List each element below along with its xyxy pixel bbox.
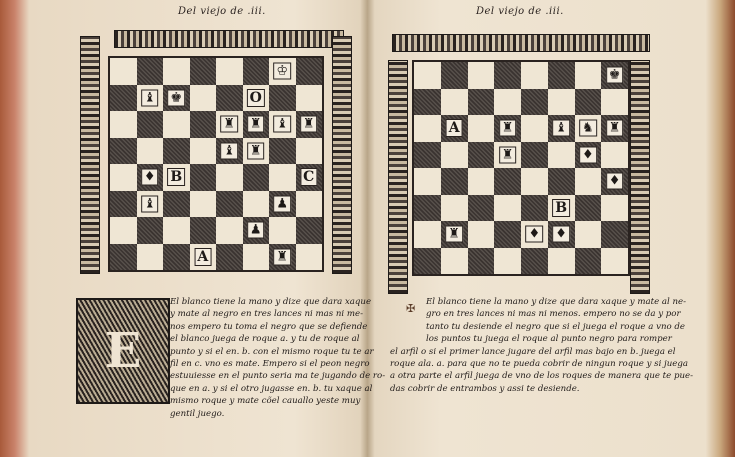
left-side-ornament-left bbox=[80, 36, 100, 274]
text-line: tanto tu desiende el negro que si el juega el roque a vno de bbox=[426, 321, 685, 332]
board-square bbox=[216, 138, 243, 165]
right-page-header: Del viejo de .iii. bbox=[476, 6, 564, 17]
right-chessboard bbox=[412, 60, 630, 276]
text-line: nos empero tu toma el negro que se defiende bbox=[170, 321, 368, 332]
chess-piece: ♝ bbox=[141, 89, 159, 106]
board-square bbox=[468, 115, 495, 142]
board-square bbox=[521, 168, 548, 195]
board-square bbox=[243, 58, 270, 85]
chess-piece: ♜ bbox=[606, 120, 624, 137]
board-square bbox=[137, 164, 164, 191]
board-square bbox=[414, 115, 441, 142]
left-page bbox=[18, 0, 386, 457]
board-square bbox=[548, 168, 575, 195]
chess-piece: ♦ bbox=[141, 169, 159, 186]
board-square bbox=[548, 142, 575, 169]
board-square bbox=[441, 142, 468, 169]
board-square bbox=[137, 111, 164, 138]
board-square bbox=[163, 58, 190, 85]
board-square bbox=[468, 89, 495, 116]
board-square bbox=[296, 85, 323, 112]
chess-piece: ♦ bbox=[526, 226, 544, 243]
chess-piece: ♚ bbox=[606, 67, 624, 84]
board-square bbox=[269, 191, 296, 218]
board-square bbox=[110, 191, 137, 218]
chess-piece: C bbox=[300, 168, 317, 186]
board-square bbox=[190, 191, 217, 218]
board-square bbox=[601, 195, 628, 222]
board-square bbox=[494, 248, 521, 275]
board-square bbox=[269, 164, 296, 191]
board-square bbox=[296, 58, 323, 85]
board-square bbox=[110, 58, 137, 85]
board-square bbox=[601, 142, 628, 169]
board-square bbox=[575, 221, 602, 248]
board-square bbox=[441, 195, 468, 222]
board-square bbox=[216, 217, 243, 244]
board-square bbox=[575, 142, 602, 169]
chess-piece: O bbox=[247, 89, 265, 107]
text-line: gentil juego. bbox=[170, 408, 225, 419]
text-line: mismo roque y mate cõel cauallo yeste muy bbox=[170, 396, 361, 407]
board-square bbox=[110, 85, 137, 112]
board-square bbox=[468, 142, 495, 169]
board-square bbox=[163, 244, 190, 271]
board-square bbox=[216, 191, 243, 218]
board-square bbox=[243, 85, 270, 112]
chess-piece: ♜ bbox=[247, 116, 265, 133]
board-square bbox=[414, 89, 441, 116]
text-line: estuuiesse en el punto seria ma te jugando de ro- bbox=[170, 371, 386, 382]
board-square bbox=[575, 168, 602, 195]
board-square bbox=[414, 221, 441, 248]
chess-piece: ♜ bbox=[273, 248, 291, 265]
text-line: das cobrir de entrambos y assi te desiende. bbox=[390, 383, 580, 394]
text-line: punto y si el en. b. con el mismo roque tu te ar bbox=[170, 346, 374, 357]
board-square bbox=[521, 115, 548, 142]
board-square bbox=[137, 244, 164, 271]
board-square bbox=[163, 138, 190, 165]
text-line: roque ala. a. para que no te pueda cobrir de ningun roque y si juega bbox=[390, 359, 688, 370]
board-square bbox=[601, 221, 628, 248]
board-square bbox=[216, 244, 243, 271]
board-square bbox=[494, 62, 521, 89]
board-square bbox=[441, 168, 468, 195]
board-square bbox=[110, 244, 137, 271]
board-square bbox=[521, 142, 548, 169]
board-square bbox=[548, 221, 575, 248]
right-side-ornament-left bbox=[388, 60, 408, 294]
text-line: gro en tres lances ni mas ni menos. empero no se da y por bbox=[426, 309, 681, 320]
board-square bbox=[243, 164, 270, 191]
pilcrow-mark: ✠ bbox=[406, 302, 416, 315]
chess-piece: ♔ bbox=[273, 63, 291, 80]
board-square bbox=[243, 217, 270, 244]
text-line: el blanco juega de roque a. y tu de roque al bbox=[170, 334, 360, 345]
board-square bbox=[163, 111, 190, 138]
board-square bbox=[548, 195, 575, 222]
board-square bbox=[414, 142, 441, 169]
text-line: El blanco tiene la mano y dize que dara xaque bbox=[170, 297, 372, 307]
board-square bbox=[296, 164, 323, 191]
left-side-ornament-right bbox=[332, 36, 352, 274]
right-page bbox=[372, 0, 717, 457]
board-square bbox=[494, 195, 521, 222]
chess-piece: ♚ bbox=[167, 89, 185, 106]
text-line: a otra parte el arfil juega de vno de los roques de manera que te pue- bbox=[390, 371, 693, 382]
board-square bbox=[521, 221, 548, 248]
board-square bbox=[243, 138, 270, 165]
decorated-initial-e: E bbox=[76, 298, 170, 404]
board-square bbox=[441, 115, 468, 142]
board-square bbox=[163, 85, 190, 112]
board-square bbox=[190, 138, 217, 165]
board-square bbox=[575, 62, 602, 89]
board-square bbox=[494, 142, 521, 169]
board-square bbox=[441, 221, 468, 248]
board-square bbox=[137, 138, 164, 165]
board-square bbox=[137, 191, 164, 218]
board-square bbox=[269, 85, 296, 112]
board-square bbox=[243, 191, 270, 218]
board-square bbox=[414, 62, 441, 89]
board-square bbox=[494, 168, 521, 195]
chess-piece: B bbox=[167, 168, 185, 186]
left-page-header: Del viejo de .iii. bbox=[178, 6, 266, 17]
chess-piece: A bbox=[446, 119, 463, 137]
board-square bbox=[110, 111, 137, 138]
board-square bbox=[190, 85, 217, 112]
board-square bbox=[296, 217, 323, 244]
board-square bbox=[601, 62, 628, 89]
board-square bbox=[269, 138, 296, 165]
board-square bbox=[548, 248, 575, 275]
board-square bbox=[468, 168, 495, 195]
board-square bbox=[110, 164, 137, 191]
chess-piece: ♜ bbox=[499, 120, 517, 137]
chess-piece: ♦ bbox=[606, 173, 624, 190]
board-square bbox=[548, 115, 575, 142]
board-square bbox=[575, 248, 602, 275]
chess-piece: ♜ bbox=[300, 116, 318, 133]
board-square bbox=[269, 217, 296, 244]
board-square bbox=[163, 217, 190, 244]
board-square bbox=[163, 191, 190, 218]
chess-piece: ♜ bbox=[247, 142, 265, 159]
board-square bbox=[296, 191, 323, 218]
chess-piece: ♝ bbox=[552, 120, 570, 137]
text-line: el arfil o si el primer lance jugare del arfil mas bajo en b. juega el bbox=[390, 346, 676, 357]
text-line: fil en c. vno es mate. Empero si el peon negro bbox=[170, 359, 370, 370]
board-square bbox=[296, 111, 323, 138]
board-square bbox=[216, 111, 243, 138]
board-square bbox=[190, 164, 217, 191]
right-top-ornament bbox=[392, 34, 650, 52]
board-square bbox=[548, 89, 575, 116]
board-square bbox=[216, 85, 243, 112]
board-square bbox=[468, 221, 495, 248]
board-square bbox=[163, 164, 190, 191]
text-line: y mate al negro en tres lances ni mas ni me- bbox=[170, 309, 364, 320]
board-square bbox=[468, 248, 495, 275]
board-square bbox=[494, 115, 521, 142]
board-square bbox=[216, 164, 243, 191]
board-square bbox=[110, 138, 137, 165]
board-square bbox=[137, 85, 164, 112]
chess-piece: ♜ bbox=[499, 146, 517, 163]
chess-piece: ♝ bbox=[220, 142, 238, 159]
board-square bbox=[414, 195, 441, 222]
text-line: El blanco tiene la mano y dize que dara xaque y mate al ne- bbox=[426, 297, 687, 307]
right-side-ornament-right bbox=[630, 60, 650, 294]
chess-piece: ♦ bbox=[579, 146, 597, 163]
board-square bbox=[575, 115, 602, 142]
board-square bbox=[269, 58, 296, 85]
chess-piece: A bbox=[194, 248, 211, 266]
board-square bbox=[137, 58, 164, 85]
chess-piece: ♟ bbox=[273, 195, 291, 212]
chess-piece: ♟ bbox=[247, 222, 265, 239]
board-square bbox=[137, 217, 164, 244]
board-square bbox=[601, 89, 628, 116]
chess-piece: ♜ bbox=[445, 226, 463, 243]
board-square bbox=[296, 138, 323, 165]
chess-piece: ♝ bbox=[273, 116, 291, 133]
board-square bbox=[548, 62, 575, 89]
board-square bbox=[521, 195, 548, 222]
text-line: los puntos tu juega el roque al punto negro para romper bbox=[426, 334, 672, 345]
board-square bbox=[575, 195, 602, 222]
board-square bbox=[601, 115, 628, 142]
board-square bbox=[243, 244, 270, 271]
board-square bbox=[468, 62, 495, 89]
board-square bbox=[441, 89, 468, 116]
left-page-text bbox=[170, 296, 385, 420]
board-square bbox=[494, 89, 521, 116]
board-square bbox=[216, 58, 243, 85]
board-square bbox=[414, 248, 441, 275]
board-square bbox=[190, 217, 217, 244]
chess-piece: ♝ bbox=[141, 195, 159, 212]
right-page-text bbox=[390, 296, 693, 395]
text-line: que en a. y si el otro jugasse en. b. tu xaque al bbox=[170, 383, 373, 394]
board-square bbox=[601, 248, 628, 275]
board-square bbox=[575, 89, 602, 116]
board-square bbox=[521, 89, 548, 116]
board-square bbox=[190, 111, 217, 138]
board-square bbox=[269, 244, 296, 271]
board-square bbox=[601, 168, 628, 195]
chess-piece: ♦ bbox=[552, 226, 570, 243]
board-square bbox=[441, 248, 468, 275]
chess-piece: ♜ bbox=[220, 116, 238, 133]
board-square bbox=[296, 244, 323, 271]
left-top-ornament bbox=[114, 30, 344, 48]
chess-piece: ♞ bbox=[579, 120, 597, 137]
board-square bbox=[190, 58, 217, 85]
left-chessboard bbox=[108, 56, 324, 272]
board-square bbox=[243, 111, 270, 138]
board-square bbox=[414, 168, 441, 195]
board-square bbox=[521, 248, 548, 275]
chess-piece: B bbox=[552, 199, 570, 217]
board-square bbox=[494, 221, 521, 248]
board-square bbox=[190, 244, 217, 271]
board-square bbox=[521, 62, 548, 89]
board-square bbox=[110, 217, 137, 244]
board-square bbox=[269, 111, 296, 138]
board-square bbox=[441, 62, 468, 89]
board-square bbox=[468, 195, 495, 222]
